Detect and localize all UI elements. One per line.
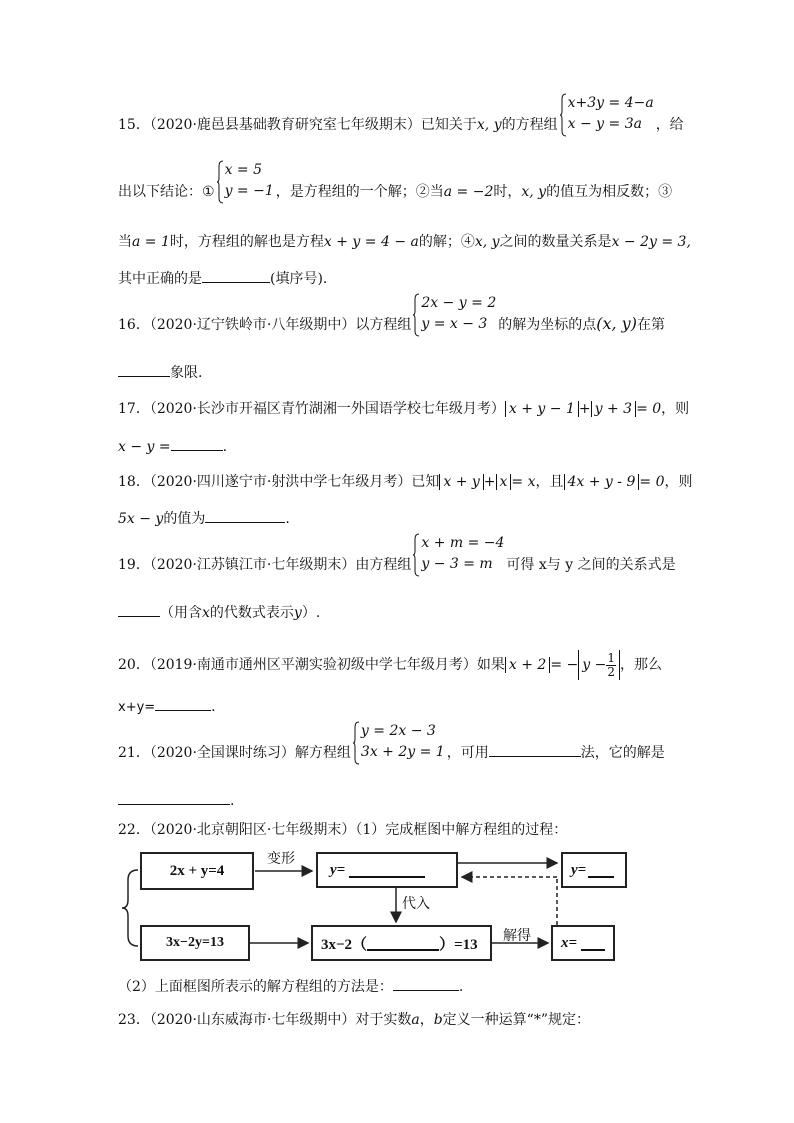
q16-eq1: 2x − y = 2	[421, 295, 497, 311]
q19-source: 19．（2020·江苏镇江市·七年级期末）由方程组	[118, 557, 412, 573]
answer-blank[interactable]	[118, 790, 230, 805]
q20-text: ，那么	[620, 657, 662, 673]
q22-line1	[118, 820, 567, 840]
q23-text: 定义一种运算“*”规定：	[442, 1012, 590, 1028]
q18-eq: = 0	[639, 474, 665, 490]
answer-blank[interactable]	[489, 742, 581, 757]
q21-line1	[118, 723, 665, 763]
q20-eq: = −	[550, 657, 579, 673]
brace-icon	[413, 293, 420, 337]
q19-text: 可得 x与 y 之间的关系式是	[506, 557, 676, 573]
q15-line3	[118, 232, 691, 252]
q17-line1	[118, 399, 689, 419]
q20-text: .	[211, 699, 216, 715]
q16-source: 16．（2020·辽宁铁岭市·八年级期中）以方程组	[118, 317, 412, 333]
flow-box-y-expression	[316, 852, 458, 888]
q15-text: 的值互为相反数；	[546, 184, 659, 200]
q20-expr: y −	[582, 657, 607, 673]
brace-icon	[122, 870, 138, 946]
q15-a-value: a = 1	[132, 234, 170, 250]
answer-blank[interactable]	[155, 696, 211, 711]
q22-part2	[118, 976, 463, 997]
q15-text: ，是方程组的一个解；	[275, 184, 416, 200]
q23-line1	[118, 1010, 590, 1030]
q17-expr: x − y =	[118, 439, 171, 455]
flow-box-text: ）=13	[439, 936, 478, 953]
q19-line2	[118, 602, 320, 623]
flow-box-substituted	[311, 925, 492, 961]
q15-text: 之间的数量关系是	[499, 234, 612, 250]
q16-text: 在第	[636, 317, 665, 333]
q16-point: (x, y)	[596, 314, 637, 333]
q18-line2	[118, 508, 290, 529]
brace-icon	[560, 93, 567, 137]
q17-line2	[118, 436, 227, 457]
q23-var: b	[433, 1012, 443, 1028]
option-3-marker: ③	[658, 184, 673, 200]
q15-vars: x, y	[521, 184, 547, 200]
q19-equation-system	[413, 533, 504, 575]
q15-source: 15．（2020·鹿邑县基础教育研究室七年级期末）已知关于	[118, 117, 477, 133]
q18-abs-expr: x + y	[439, 474, 483, 490]
q19-text: 的代数式表示	[209, 605, 294, 621]
q18-expr: 5x − y	[118, 511, 164, 527]
q21-line2	[118, 790, 234, 811]
arrow-label-substitute: 代入	[402, 896, 430, 912]
arrow-label-transform: 变形	[267, 851, 295, 867]
q17-source: 17．（2020·长沙市开福区青竹湖湘一外国语学校七年级月考）	[118, 401, 505, 417]
q22-text: .	[458, 979, 464, 995]
q15-solution	[217, 160, 274, 202]
flow-box-y-value	[561, 852, 627, 888]
q21-text: ，可用	[446, 745, 489, 761]
answer-blank[interactable]	[588, 862, 614, 878]
q20-abs-frac	[578, 650, 620, 680]
q23-text: ，	[419, 1012, 434, 1028]
denominator: 2	[607, 664, 615, 679]
q17-op: +	[578, 401, 591, 417]
q15-line4	[118, 268, 327, 289]
q19-text: ）.	[301, 605, 321, 621]
answer-blank[interactable]	[171, 436, 223, 451]
q17-eq: = 0	[636, 401, 662, 417]
q20-abs-expr: x + 2	[505, 657, 550, 673]
arrow-label-solve: 解得	[503, 928, 531, 944]
brace-icon	[353, 721, 360, 765]
q15-vars: x, y	[476, 117, 502, 133]
flow-box-eq2	[140, 925, 250, 961]
q19-text: （用含	[160, 605, 202, 621]
q15-eq4: x − 2y = 3,	[611, 234, 691, 250]
answer-blank[interactable]	[118, 362, 170, 377]
flow-box-text: 3x−2y=13	[166, 935, 224, 950]
option-4-marker: ④	[460, 234, 475, 250]
q15-eq3: x + y = 4 − a	[323, 234, 419, 250]
q15-text: 时，	[493, 184, 522, 200]
q18-op: +	[483, 474, 496, 490]
answer-blank[interactable]	[581, 935, 605, 951]
q18-text: ，则	[664, 474, 693, 490]
q19-var: x	[202, 605, 210, 621]
q15-text: 的解；	[418, 234, 461, 250]
fraction	[606, 652, 616, 679]
q17-text: ，则	[661, 401, 690, 417]
q19-line1	[118, 535, 676, 575]
q20-expr: x+y=	[118, 700, 156, 715]
q18-eq: = x	[511, 474, 536, 490]
answer-blank[interactable]	[349, 862, 425, 878]
q15-line2	[118, 162, 673, 202]
q21-text: .	[230, 793, 235, 809]
q15-sol-y: y = −1	[224, 183, 274, 199]
q18-text: .	[285, 511, 290, 527]
q15-text: ，给	[655, 117, 684, 133]
answer-blank[interactable]	[202, 268, 270, 283]
q18-line1	[118, 472, 692, 492]
q23-var: a	[411, 1012, 420, 1028]
q22-source: 22．（2020·北京朝阳区·七年级期末）（1）完成框图中解方程组的过程：	[118, 822, 568, 838]
q16-text: 象限.	[170, 365, 203, 381]
q22-text: （2）上面框图所表示的解方程组的方法是：	[118, 979, 393, 995]
answer-blank[interactable]	[118, 602, 160, 617]
q15-text: 当	[118, 234, 132, 250]
q18-text: ，且	[535, 474, 564, 490]
q18-abs-expr: x	[496, 474, 512, 490]
q15-eq2: x − y = 3a	[567, 116, 642, 132]
brace-icon	[217, 160, 224, 204]
answer-blank[interactable]	[205, 508, 285, 523]
flow-box-text: 3x−2（	[321, 936, 368, 953]
q17-abs-expr: y + 3	[591, 401, 636, 417]
numerator: 1	[607, 650, 615, 665]
brace-icon	[413, 533, 420, 577]
q18-text: 的值为	[163, 511, 206, 527]
option-1-marker: ①	[202, 183, 215, 200]
q15-vars: x, y	[474, 234, 500, 250]
q15-eq1: x+3y = 4−a	[567, 95, 654, 111]
q19-var: y	[293, 605, 302, 621]
q16-eq2: y = x − 3	[421, 316, 488, 332]
q20-line2	[118, 696, 216, 718]
flow-box-text: x=	[561, 934, 578, 951]
q21-eq1: y = 2x − 3	[360, 723, 436, 739]
flow-box-text: y=	[330, 861, 346, 878]
q15-text: 的方程组	[501, 117, 558, 133]
q15-equation-system	[560, 93, 654, 135]
q16-line1	[118, 295, 665, 335]
q15-text: 时，方程组的解也是方程	[169, 234, 324, 250]
q23-source: 23．（2020·山东威海市·七年级期中）对于实数	[118, 1012, 412, 1028]
q19-eq1: x + m = −4	[421, 535, 505, 551]
q18-abs-expr: 4x + y - 9	[564, 474, 640, 490]
q15-text: 当	[429, 184, 444, 200]
q16-text: 的解为坐标的点	[498, 317, 597, 333]
flow-box-text: 2x + y=4	[169, 862, 225, 879]
q17-abs-expr: x + y − 1	[505, 401, 579, 417]
q18-source: 18．（2020·四川遂宁市·射洪中学七年级月考）已知	[118, 474, 440, 490]
q17-text: .	[222, 439, 228, 455]
flow-box-text: y=	[571, 861, 587, 878]
answer-blank[interactable]	[367, 935, 439, 951]
q15-a-value: a = −2	[443, 184, 494, 200]
q15-line1	[118, 95, 684, 135]
q21-text: 法，它的解是	[580, 745, 665, 761]
q15-text: 出以下结论：	[118, 184, 202, 200]
flow-box-eq1	[140, 852, 254, 890]
q15-sol-x: x = 5	[224, 162, 262, 178]
q20-line1	[118, 650, 662, 680]
q19-eq2: y − 3 = m	[421, 556, 493, 572]
q21-source: 21．（2020·全国课时练习）解方程组	[118, 745, 351, 761]
q20-source: 20．（2019·南通市通州区平潮实验初级中学七年级月考）如果	[118, 657, 505, 673]
q21-equation-system	[353, 721, 445, 763]
answer-blank[interactable]	[393, 976, 459, 991]
q21-eq2: 3x + 2y = 1	[360, 744, 445, 760]
option-2-marker: ②	[415, 184, 430, 200]
q15-text: (填序号).	[270, 271, 328, 287]
flow-box-x-value	[551, 925, 615, 961]
q16-line2	[118, 362, 202, 383]
q16-equation-system	[413, 293, 496, 335]
q15-text: 其中正确的是	[118, 271, 202, 287]
